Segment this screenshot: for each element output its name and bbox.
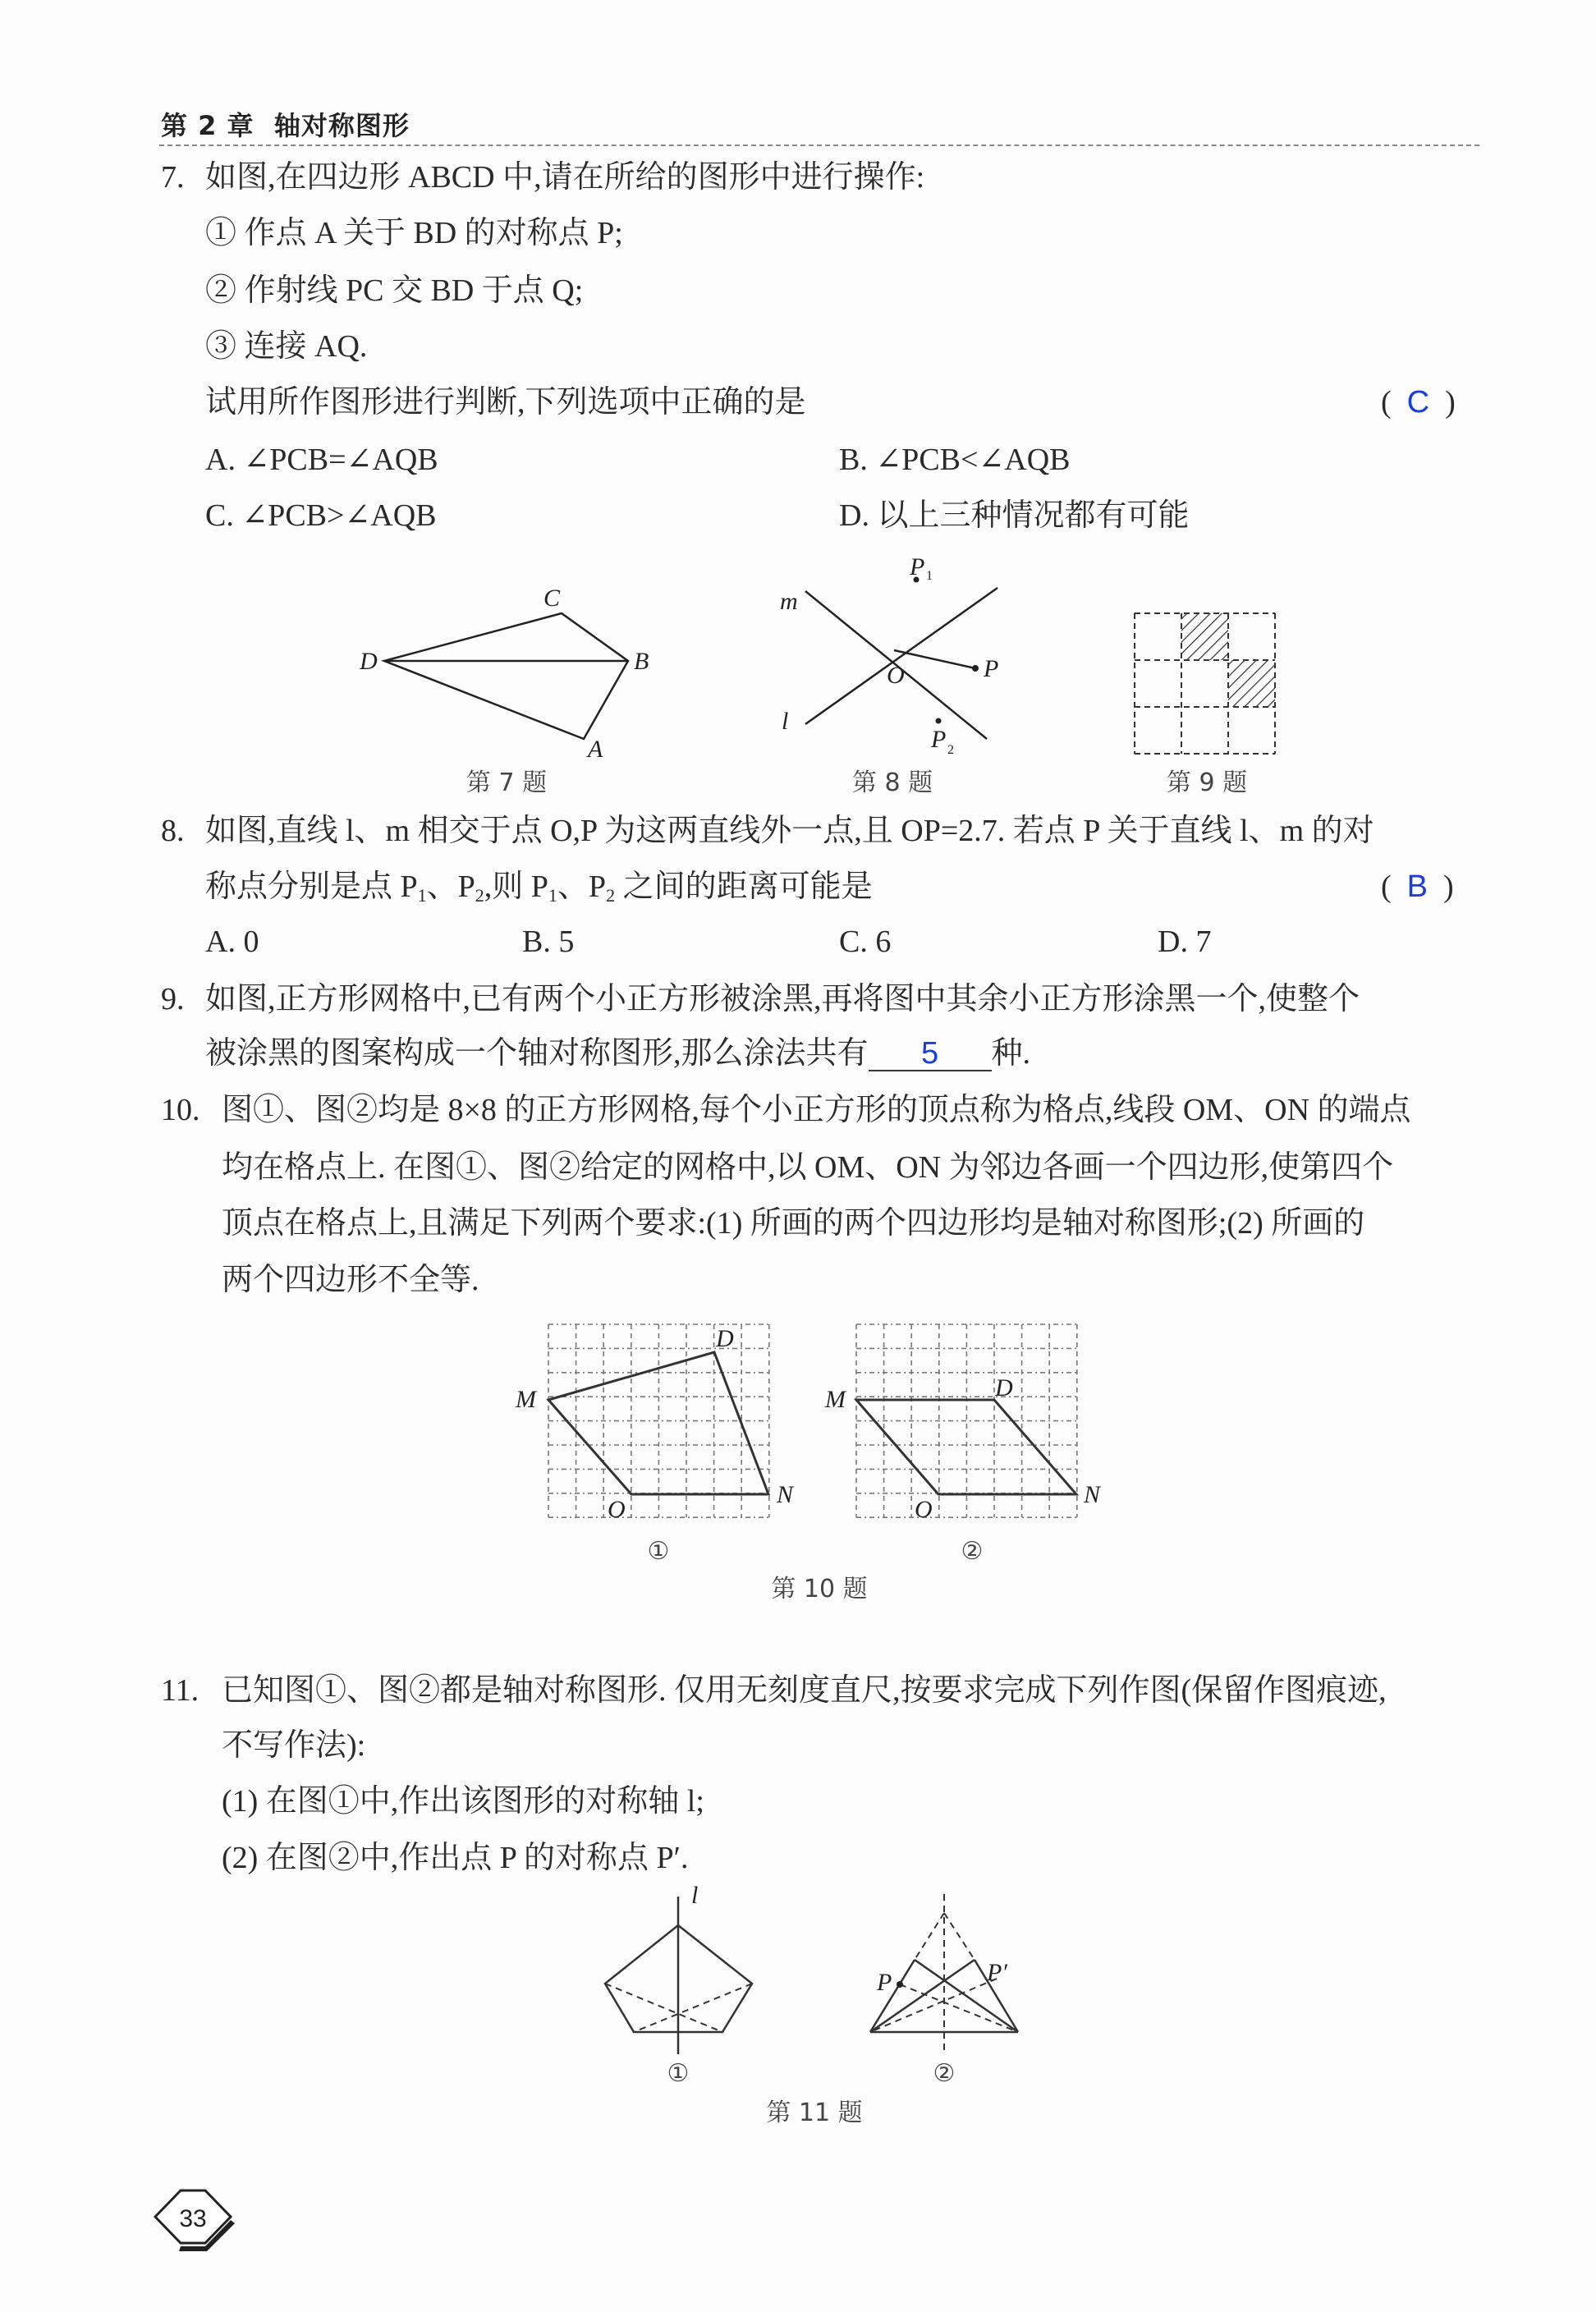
label-c: C [543, 585, 561, 612]
label-m: M [516, 1386, 536, 1413]
q8-option-a: A. 0 [205, 924, 259, 959]
label-o: O [915, 1496, 933, 1523]
page-number: 33 [179, 2205, 207, 2232]
fig10-caption: 第 10 题 [771, 1575, 868, 1603]
q8-number: 8. [161, 814, 185, 848]
label-o: O [608, 1496, 626, 1523]
label-o: O [887, 662, 905, 689]
label-p: P [984, 655, 999, 682]
q8-answer-box: ( B ) [1381, 869, 1454, 904]
q9-number: 9. [161, 982, 185, 1016]
fig11-caption: 第 11 题 [766, 2099, 863, 2127]
label-a: A [588, 736, 603, 763]
q8-option-b: B. 5 [522, 924, 575, 959]
label-l: l [782, 708, 789, 735]
q9-line-1: 如图,正方形网格中,已有两个小正方形被涂黑,再将图中其余小正方形涂黑一个,使整个 [205, 982, 1360, 1016]
q11-line-3: (1) 在图①中,作出该图形的对称轴 l; [222, 1784, 704, 1819]
q7-step-3: ③ 连接 AQ. [205, 329, 368, 364]
label-p2-sub: 2 [947, 743, 954, 757]
q7-option-d: D. 以上三种情况都有可能 [839, 498, 1190, 533]
q8-option-d: D. 7 [1158, 924, 1212, 959]
label-m: m [780, 588, 798, 615]
fig10-grid-1 [548, 1324, 769, 1517]
q10-line-1: 图①、图②均是 8×8 的正方形网格,每个小正方形的顶点称为格点,线段 OM、ON 的端点 [222, 1093, 1411, 1127]
fig10-sub-2: ② [961, 1537, 984, 1566]
shaded-cell [1228, 660, 1275, 707]
q7-stem: 如图,在四边形 ABCD 中,请在所给的图形中进行操作: [205, 160, 925, 195]
label-n: N [777, 1481, 794, 1508]
q8-text: 称点分别是点 P [205, 869, 418, 904]
fig7-labels [359, 585, 649, 763]
chapter-title: 轴对称图形 [273, 110, 410, 141]
q7-number: 7. [161, 160, 185, 195]
q7-option-c: C. ∠PCB>∠AQB [205, 498, 437, 533]
q7-step-2: ② 作射线 PC 交 BD 于点 Q; [205, 273, 584, 308]
fig11-label-p: P [877, 1969, 892, 1996]
q9-text: 被涂黑的图案构成一个轴对称图形,那么涂法共有 [205, 1036, 869, 1071]
q8-text: ,则 P [484, 869, 548, 904]
shaded-cell [1181, 613, 1228, 660]
fig11-point-p [897, 1981, 903, 1988]
label-d: D [716, 1325, 734, 1352]
q10-number: 10. [161, 1093, 200, 1127]
fig8-caption: 第 8 题 [851, 768, 933, 797]
q11-line-2: 不写作法): [222, 1728, 366, 1763]
fig11-sub-1: ① [667, 2059, 690, 2088]
q8-text: 、P [557, 869, 607, 904]
q10-line-2: 均在格点上. 在图①、图②给定的网格中,以 OM、ON 为邻边各画一个四边形,使第四个 [222, 1150, 1394, 1185]
q7-step-1: ① 作点 A 关于 BD 的对称点 P; [205, 216, 623, 250]
label-n: N [1084, 1481, 1101, 1508]
q8-line-1: 如图,直线 l、m 相交于点 O,P 为这两直线外一点,且 OP=2.7. 若点 P 关于直线 l、m 的对 [205, 814, 1374, 848]
fig11-sub-2: ② [933, 2059, 956, 2088]
fig10-grid-2 [856, 1324, 1077, 1517]
q7-option-b: B. ∠PCB<∠AQB [839, 443, 1071, 477]
fig9-grid [1135, 613, 1275, 754]
chapter-number: 第 2 章 [161, 110, 255, 141]
label-d: D [360, 648, 378, 675]
fig11-pentagon [605, 1897, 752, 2054]
label-p1: P [910, 553, 925, 580]
fig8-labels [780, 553, 998, 757]
q8-text: 之间的距离可能是 [615, 869, 873, 904]
q8-sub: 1 [417, 885, 427, 906]
q8-answer: B [1406, 869, 1429, 904]
q10-line-4: 两个四边形不全等. [222, 1263, 479, 1297]
fig11-label-p-prime: P′ [987, 1959, 1007, 1986]
label-d: D [995, 1374, 1013, 1401]
fig11-label-l: l [691, 1882, 699, 1909]
q11-line-1: 已知图①、图②都是轴对称图形. 仅用无刻度直尺,按要求完成下列作图(保留作图痕迹, [222, 1673, 1387, 1708]
q10-line-3: 顶点在格点上,且满足下列两个要求:(1) 所画的两个四边形均是轴对称图形;(2) 所画的 [222, 1206, 1365, 1241]
q8-sub: 2 [606, 885, 616, 906]
fig9-caption: 第 9 题 [1166, 768, 1248, 797]
label-p1-sub: 1 [926, 569, 933, 583]
q7-question: 试用所作图形进行判断,下列选项中正确的是 [205, 385, 806, 420]
q8-sub: 2 [475, 885, 484, 906]
q7-answer: C [1406, 385, 1430, 420]
page-number-badge [155, 2190, 235, 2251]
q11-number: 11. [161, 1673, 200, 1708]
q7-option-a: A. ∠PCB=∠AQB [205, 443, 438, 477]
q8-text: 、P [426, 869, 475, 904]
fig10-shapes [548, 1352, 1076, 1494]
q8-sub: 1 [548, 885, 557, 906]
q9-text: 种. [991, 1036, 1031, 1071]
q8-option-c: C. 6 [839, 924, 892, 959]
fig8-points [914, 577, 979, 724]
fig7-quadrilateral [384, 613, 628, 739]
q9-answer-blank: 5 [869, 1037, 992, 1071]
fig10-sub-1: ① [647, 1537, 670, 1566]
label-p2: P [931, 726, 947, 753]
label-b: B [634, 648, 649, 675]
q11-line-4: (2) 在图②中,作出点 P 的对称点 P′. [222, 1841, 689, 1875]
label-m: M [825, 1386, 846, 1413]
q7-answer-box: ( C ) [1381, 385, 1456, 420]
fig7-caption: 第 7 题 [466, 768, 548, 797]
